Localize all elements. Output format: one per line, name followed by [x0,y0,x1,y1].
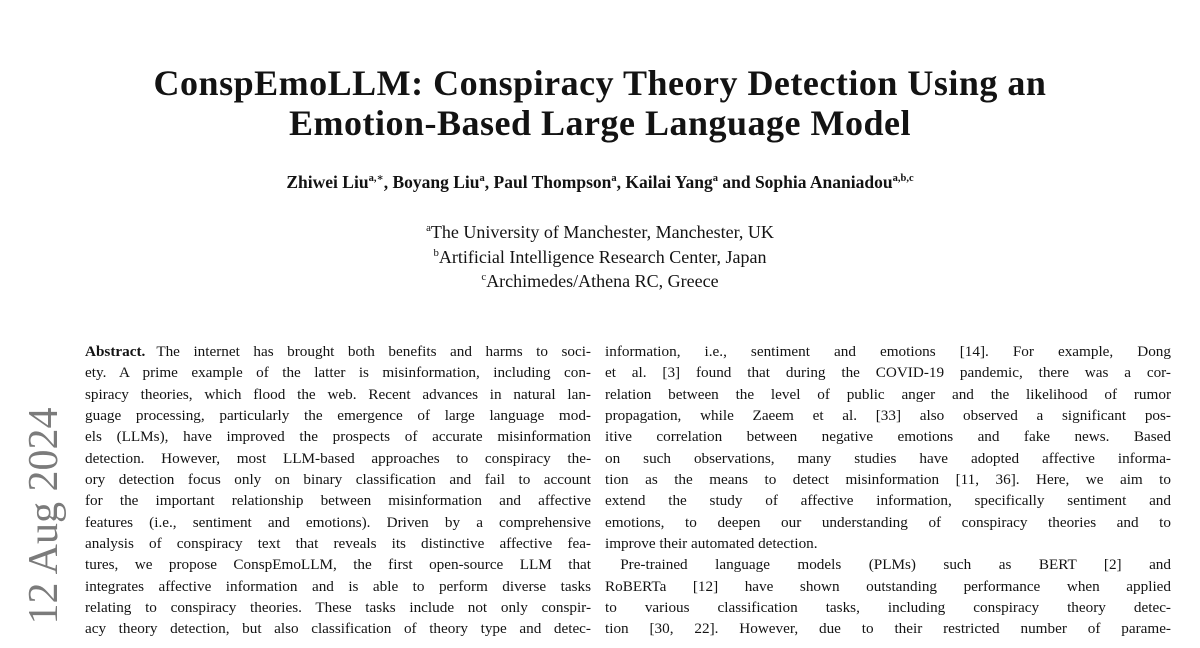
text-line: integrates affective information and is able to perform diverse tasks [85,577,591,595]
text-line: ety. A prime example of the latter is misinformation, including con- [85,364,591,382]
author-separator: and [717,172,755,192]
author-affiliation-marker: a [712,173,718,185]
author-affiliation-marker: a,b,c [892,173,914,185]
text-line: Pre-trained language models (PLMs) such as BERT [2] and [605,556,1171,574]
author-name: Boyang Liu [392,172,480,192]
author-separator: , [484,172,494,192]
text-line: els (LLMs), have improved the prospects of accurate misinformation [85,428,591,446]
text-line: acy theory detection, but also classification of theory type and detec- [85,620,591,638]
text-line: et al. [3] found that during the COVID-19 pandemic, there was a cor- [605,364,1171,382]
affiliation-line [0,220,1200,245]
introduction-column [605,341,1171,640]
arxiv-date-watermark: 12 Aug 2024 [21,407,67,625]
paper-title [0,63,1200,143]
text-line: emotions, to deepen our understanding of conspiracy theories and to [605,513,1171,531]
text-line: relating to conspiracy theories. These tasks include not only conspir- [85,599,591,617]
abstract-label: Abstract. [85,343,146,360]
text-line: tures, we propose ConspEmoLLM, the first open-source LLM that [85,556,591,574]
author-affiliation-marker: a [479,173,485,185]
text-line: extend the study of affective information, specifically sentiment and [605,492,1171,510]
text-line: itive correlation between negative emotions and fake news. Based [605,428,1171,446]
affiliation-line [0,269,1200,294]
affiliation-line [0,245,1200,270]
text-line: RoBERTa [12] have shown outstanding performance when applied [605,577,1171,595]
text-line: improve their automated detection. [605,535,818,553]
affiliation-text: The University of Manchester, Manchester, UK [430,222,774,242]
author-name: Paul Thompson [493,172,612,192]
text-line: information, i.e., sentiment and emotions [14]. For example, Dong [605,343,1171,360]
text-line: features (i.e., sentiment and emotions). Driven by a comprehensive [85,513,591,531]
text-line: detection. However, most LLM-based approaches to conspiracy the- [85,449,591,467]
abstract-column [85,341,591,640]
text-line: guage processing, particularly the emergence of large language mod- [85,407,591,425]
author-name: Kailai Yang [625,172,713,192]
text-line: for the important relationship between misinformation and affective [85,492,591,510]
abstract-first-line-text: The internet has brought both benefits and harms to soci- [156,343,591,360]
affiliations-block [0,220,1200,294]
text-line: analysis of conspiracy text that reveals its distinctive affective fea- [85,535,591,553]
text-line: on such observations, many studies have adopted affective informa- [605,449,1171,467]
body-two-column-layout [85,341,1171,640]
author-separator: , [616,172,626,192]
text-line: spiracy theories, which flood the web. Recent advances in natural lan- [85,385,591,403]
affiliation-marker: b [433,246,439,259]
paper-title-line2: Emotion-Based Large Language Model [288,103,911,143]
author-name: Zhiwei Liu [286,172,369,192]
text-line: propagation, while Zaeem et al. [33] also observed a significant pos- [605,407,1171,425]
text-line: tion as the means to detect misinformation [11, 36]. Here, we aim to [605,471,1171,489]
affiliation-marker: a [426,222,431,234]
text-line: relation between the level of public anger and the likelihood of rumor [605,385,1171,403]
text-line [85,341,591,362]
author-separator: , [383,172,393,192]
paper-title-line1: ConspEmoLLM: Conspiracy Theory Detection Using an [153,63,1047,103]
author-affiliation-marker: a [611,173,617,185]
text-line: tion [30, 22]. However, due to their restricted number of parame- [605,620,1171,638]
affiliation-text: Archimedes/Athena RC, Greece [486,271,719,292]
author-affiliation-marker: a,∗ [368,173,384,185]
author-name: Sophia Ananiadou [754,172,893,192]
text-line: to various classification tasks, including conspiracy theory detec- [605,599,1171,617]
affiliation-marker: c [481,271,487,284]
text-line: ory detection focus only on binary classification and fail to account [85,471,591,489]
affiliation-text: Artificial Intelligence Research Center, Japan [438,246,767,267]
authors-line [0,169,1200,195]
